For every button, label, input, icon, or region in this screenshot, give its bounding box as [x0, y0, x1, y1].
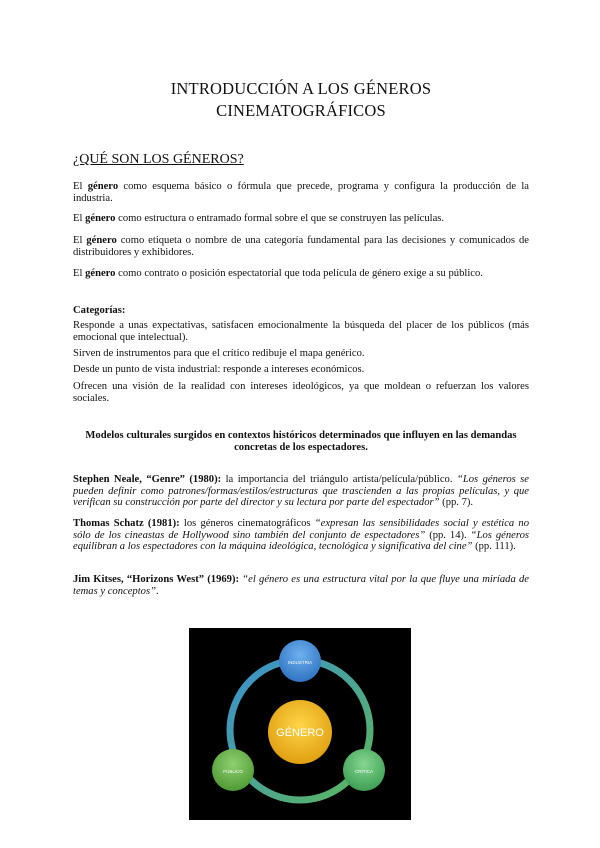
- models-heading: Modelos culturales surgidos en contextos históricos determinados que influyen en las demandas concretas de los espectadores.: [85, 430, 517, 453]
- definition-paragraph: El género como estructura o entramado formal sobre el que se construyen las películas.: [73, 213, 445, 224]
- definition-paragraph: El género como etiqueta o nombre de una categoría fundamental para las decisiones y comunicados de distribuidores y exhibidores.: [73, 235, 529, 258]
- left-label: PÚBLICO: [223, 769, 243, 774]
- center-label: GÉNERO: [276, 727, 324, 739]
- definition-paragraph: El género como esquema básico o fórmula que precede, programa y configura la producción de la industria.: [73, 181, 529, 204]
- category-item: Ofrecen una visión de la realidad con intereses ideológicos, ya que moldean o refuerzan los valores sociales.: [73, 381, 529, 404]
- reference-paragraph: Jim Kitses, “Horizons West” (1969): “el género es una estructura vital por la que fluye una miríada de temas y conceptos”.: [73, 574, 529, 597]
- reference-paragraph: Thomas Schatz (1981): los géneros cinematográficos “expresan las sensibilidades social y estética no sólo de los cineastas de Hollywood sino también del conjunto de espectadores” (pp. 14). “Los géneros equilibran a los espectadores con la máquina ideológica, tecnológica y significativa del cine” (pp. 111).: [73, 518, 529, 553]
- genre-diagram: [189, 628, 411, 820]
- category-item: Responde a unas expectativas, satisfacen emocionalmente la búsqueda del placer de los públicos (más emocional que intelectual).: [73, 320, 529, 343]
- category-item: Desde un punto de vista industrial: responde a intereses económicos.: [73, 364, 365, 375]
- top-label: INDUSTRIA: [287, 660, 313, 665]
- right-label: CRÍTICA: [355, 769, 373, 774]
- document-title: INTRODUCCIÓN A LOS GÉNEROS CINEMATOGRÁFICOS: [170, 79, 432, 120]
- definition-paragraph: El género como contrato o posición espectatorial que toda película de género exige a su público.: [73, 268, 483, 279]
- section-heading: ¿QUÉ SON LOS GÉNEROS?: [73, 152, 244, 167]
- category-item: Sirven de instrumentos para que el crítico redibuje el mapa genérico.: [73, 348, 365, 359]
- categories-heading: Categorías:: [73, 305, 126, 316]
- reference-paragraph: Stephen Neale, “Genre” (1980): la importancia del triángulo artista/película/público. “Los géneros se pueden definir como patrones/formas/estilos/estructuras que trascienden a las propias películas, y que verifican su construcción por parte del director y su lectura por parte del espectador” (pp. 7).: [73, 474, 529, 509]
